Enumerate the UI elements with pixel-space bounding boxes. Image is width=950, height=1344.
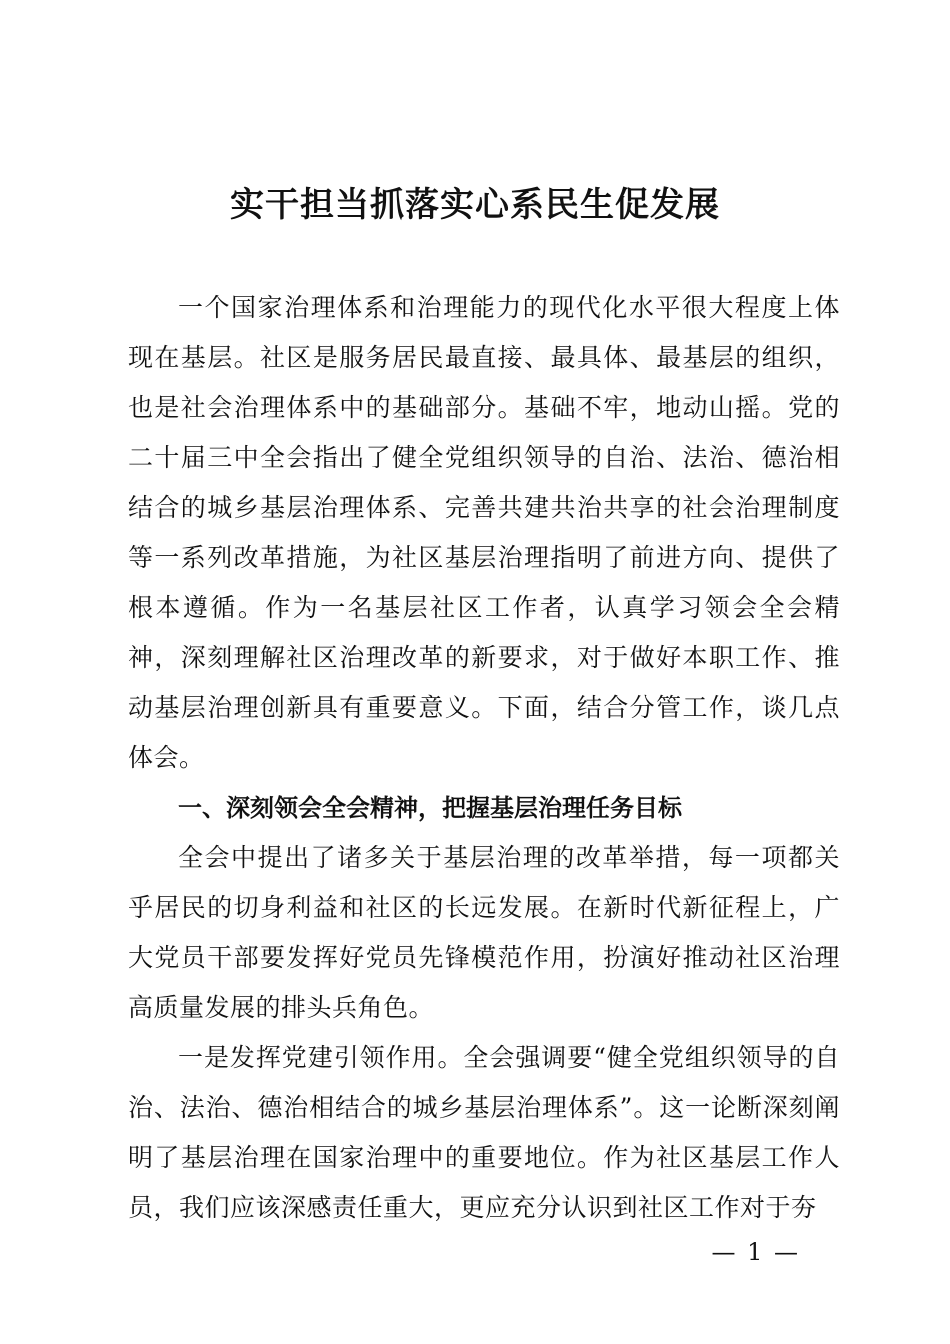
document-body [128,283,840,1233]
page-number: — 1 — [711,1238,800,1266]
document-title: 实干担当抓落实心系民生促发展 [230,185,720,225]
intro-paragraph: 一个国家治理体系和治理能力的现代化水平很大程度上体现在基层。社区是服务居民最直接、最具体、最基层的组织，也是社会治理体系中的基础部分。基础不牢，地动山摇。党的二十届三中全会指出了健全党组织领导的自治、法治、德治相结合的城乡基层治理体系、完善共建共治共享的社会治理制度等一系列改革措施，为社区基层治理指明了前进方向、提供了根本遵循。作为一名基层社区工作者，认真学习领会全会精神，深刻理解社区治理改革的新要求，对于做好本职工作、推动基层治理创新具有重要意义。下面，结合分管工作，谈几点体会。 [128,293,840,772]
section-1-point-1: 一是发挥党建引领作用。全会强调要“健全党组织领导的自治、法治、德治相结合的城乡基层治理体系”。这一论断深刻阐明了基层治理在国家治理中的重要地位。作为社区基层工作人员，我们应该深感责任重大，更应充分认识到社区工作对于夯 [128,1043,840,1222]
section-1-paragraph: 全会中提出了诸多关于基层治理的改革举措，每一项都关乎居民的切身利益和社区的长远发展。在新时代新征程上，广大党员干部要发挥好党员先锋模范作用，扮演好推动社区治理高质量发展的排头兵角色。 [128,843,840,1022]
section-heading-1: 一、深刻领会全会精神，把握基层治理任务目标 [178,794,682,822]
